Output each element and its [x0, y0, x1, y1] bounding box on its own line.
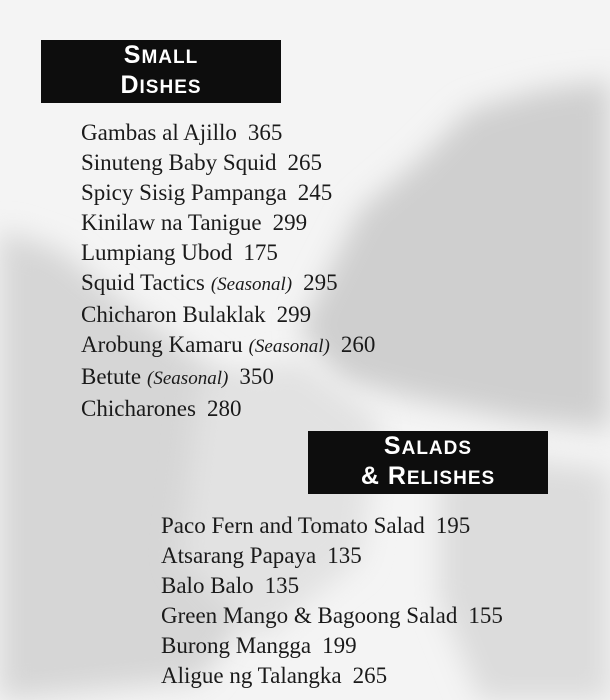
menu-item-name: Chicharones [81, 396, 196, 421]
menu-item-name: Sinuteng Baby Squid [81, 150, 277, 175]
menu-item [81, 362, 375, 394]
menu-item [81, 268, 375, 300]
menu-item-price: 299 [276, 302, 312, 327]
menu-item [161, 541, 503, 571]
menu-item-price: 265 [287, 150, 323, 175]
menu-item [81, 238, 375, 268]
menu-item [81, 208, 375, 238]
menu-item-name: Aligue ng Talangka [161, 663, 342, 688]
menu-item-price: 199 [322, 633, 357, 658]
menu-item-price: 175 [243, 240, 278, 265]
menu-item [161, 511, 503, 541]
title-line: SALADS [383, 431, 473, 460]
menu-item [81, 178, 375, 208]
menu-item-note: (Seasonal) [248, 336, 330, 357]
menu-item [81, 394, 375, 424]
menu-item-price: 155 [468, 603, 503, 628]
menu-item [161, 571, 503, 601]
menu-item [81, 118, 375, 148]
menu-item-price: 350 [239, 364, 274, 389]
menu-item-price: 280 [206, 396, 242, 421]
section-title-small-dishes [41, 40, 281, 103]
menu-item-name: Gambas al Ajillo [81, 120, 237, 145]
menu-item-name: Paco Fern and Tomato Salad [161, 513, 425, 538]
section-title-salads-relishes [308, 431, 548, 494]
menu-item-name: Atsarang Papaya [161, 543, 317, 568]
salads-relishes-list [161, 511, 503, 691]
menu-item-name: Lumpiang Ubod [81, 240, 233, 265]
menu-item [161, 601, 503, 631]
menu-item-price: 260 [340, 332, 376, 357]
menu-item-name: Burong Mangga [161, 633, 312, 658]
menu-item-name: Balo Balo [161, 573, 254, 598]
menu-item-note: (Seasonal) [210, 274, 293, 295]
menu-item-name: Green Mango & Bagoong Salad [161, 603, 458, 628]
menu-item-name: Chicharon Bulaklak [81, 302, 266, 327]
title-line: SMALL [123, 40, 199, 69]
menu-item-price: 365 [247, 120, 283, 145]
title-line: & RELISHES [360, 461, 496, 490]
menu-item-price: 265 [352, 663, 388, 688]
menu-item-price: 299 [272, 210, 308, 235]
menu-item-name: Squid Tactics [81, 270, 205, 295]
menu-item-name: Betute [81, 364, 142, 389]
menu-item-name: Spicy Sisig Pampanga [81, 180, 287, 205]
menu-item-name: Arobung Kamaru [81, 332, 243, 357]
menu-item-name: Kinilaw na Tanigue [81, 210, 262, 235]
menu-item-price: 195 [435, 513, 471, 538]
menu-item-note: (Seasonal) [147, 368, 229, 389]
menu-item [161, 661, 503, 691]
menu-item [161, 631, 503, 661]
menu-item [81, 148, 375, 178]
menu-item-price: 245 [297, 180, 333, 205]
title-line: DISHES [120, 70, 202, 99]
menu-item [81, 330, 375, 362]
menu-item-price: 135 [264, 573, 300, 598]
menu-item-price: 135 [327, 543, 362, 568]
menu-item-price: 295 [303, 270, 338, 295]
menu-item [81, 300, 375, 330]
small-dishes-list [81, 118, 375, 424]
